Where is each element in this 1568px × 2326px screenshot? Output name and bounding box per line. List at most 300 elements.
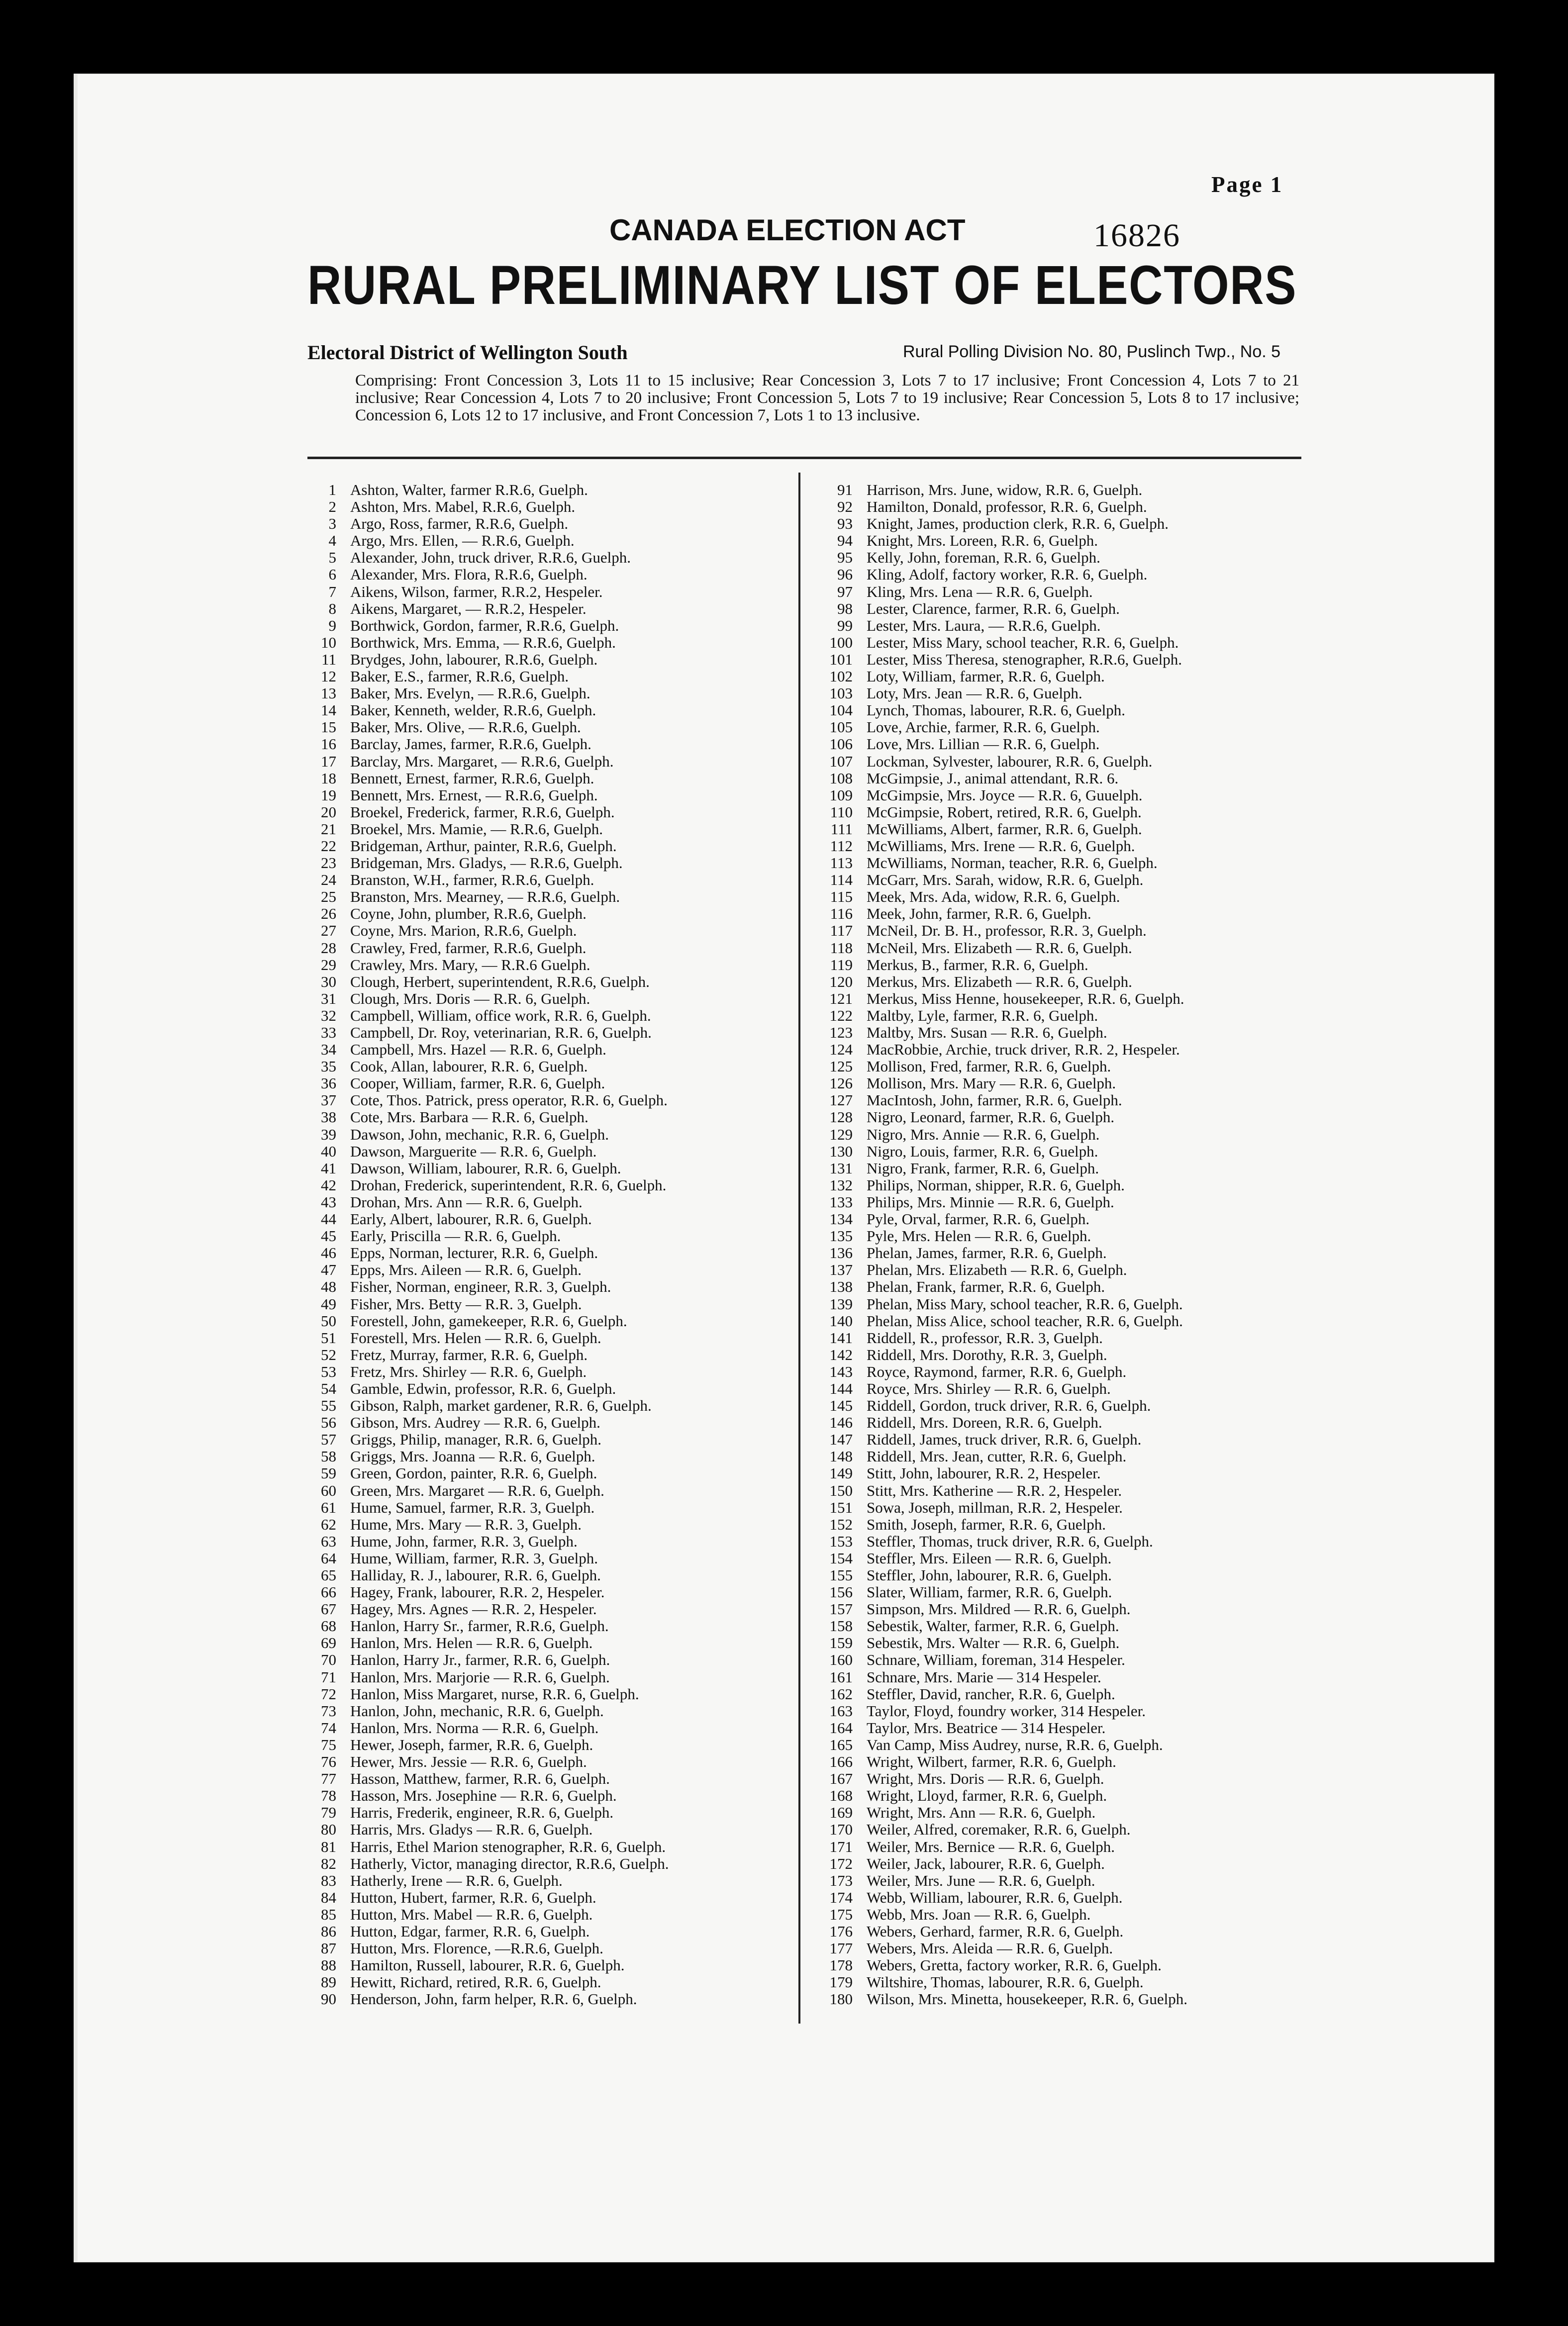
elector-number: 32: [321, 1007, 336, 1024]
elector-details: Hume, Mrs. Mary — R.R. 3, Guelph.: [350, 1516, 582, 1533]
elector-entry: [815, 1669, 1307, 1686]
elector-entry: [815, 1686, 1307, 1703]
elector-entry: [298, 821, 791, 838]
elector-details: Branston, W.H., farmer, R.R.6, Guelph.: [350, 872, 594, 889]
elector-entry: [815, 617, 1307, 634]
elector-entry: [815, 990, 1307, 1007]
elector-number: 136: [829, 1245, 853, 1262]
elector-details: Weiler, Alfred, coremaker, R.R. 6, Guelph.: [867, 1821, 1131, 1839]
elector-details: Hume, Samuel, farmer, R.R. 3, Guelph.: [350, 1499, 595, 1516]
elector-number: 63: [321, 1533, 336, 1550]
elector-details: Hutton, Edgar, farmer, R.R. 6, Guelph.: [350, 1923, 590, 1940]
elector-number: 140: [829, 1312, 853, 1330]
elector-number: 76: [321, 1753, 336, 1771]
elector-number: 22: [321, 837, 336, 855]
elector-number: 46: [321, 1245, 336, 1262]
elector-details: Broekel, Frederick, farmer, R.R.6, Guelph.: [350, 803, 615, 821]
elector-number: 121: [829, 990, 853, 1007]
elector-entry: [815, 1414, 1307, 1431]
elector-entry: [815, 1160, 1307, 1177]
elector-entry: [298, 1143, 791, 1160]
elector-number: 142: [829, 1346, 853, 1363]
elector-entry: [298, 702, 791, 719]
elector-number: 143: [829, 1363, 853, 1380]
elector-number: 49: [321, 1295, 336, 1313]
elector-details: Henderson, John, farm helper, R.R. 6, Guelph.: [350, 1991, 637, 2008]
elector-number: 157: [829, 1601, 853, 1618]
elector-details: Schnare, Mrs. Marie — 314 Hespeler.: [867, 1668, 1101, 1686]
elector-entry: [298, 1397, 791, 1414]
elector-number: 41: [321, 1160, 336, 1177]
elector-details: Baker, Kenneth, welder, R.R.6, Guelph.: [350, 702, 596, 719]
elector-number: 58: [321, 1448, 336, 1465]
elector-details: Lockman, Sylvester, labourer, R.R. 6, Guelph.: [867, 753, 1153, 770]
elector-entry: [815, 804, 1307, 821]
elector-details: Lester, Clarence, farmer, R.R. 6, Guelph.: [867, 600, 1120, 617]
elector-number: 5: [328, 549, 336, 567]
elector-number: 53: [321, 1363, 336, 1380]
elector-number: 173: [829, 1872, 853, 1889]
elector-details: Philips, Mrs. Minnie — R.R. 6, Guelph.: [867, 1193, 1114, 1211]
elector-entry: [815, 1821, 1307, 1838]
elector-details: Steffler, Thomas, truck driver, R.R. 6, Guelph.: [867, 1533, 1153, 1550]
elector-number: 66: [321, 1584, 336, 1601]
elector-entry: [815, 482, 1307, 498]
elector-number: 91: [837, 482, 853, 498]
elector-entry: [815, 719, 1307, 736]
elector-entry: [815, 753, 1307, 770]
elector-number: 45: [321, 1228, 336, 1245]
elector-number: 111: [830, 820, 853, 838]
elector-entry: [815, 855, 1307, 872]
elector-number: 164: [829, 1719, 853, 1737]
elector-number: 151: [829, 1499, 853, 1516]
elector-number: 8: [328, 600, 336, 617]
elector-details: Nigro, Frank, farmer, R.R. 6, Guelph.: [867, 1160, 1099, 1177]
elector-entry: [815, 940, 1307, 957]
elector-number: 93: [837, 515, 853, 533]
elector-details: Mollison, Fred, farmer, R.R. 6, Guelph.: [867, 1058, 1111, 1075]
elector-number: 104: [829, 702, 853, 719]
elector-entry: [815, 1839, 1307, 1855]
elector-entry: [815, 668, 1307, 685]
elector-details: Kling, Adolf, factory worker, R.R. 6, Guelph.: [867, 566, 1148, 583]
elector-entry: [298, 1126, 791, 1143]
elector-details: Meek, John, farmer, R.R. 6, Guelph.: [867, 905, 1091, 923]
serial-number: 16826: [1093, 217, 1180, 254]
elector-number: 135: [829, 1228, 853, 1245]
elector-number: 33: [321, 1024, 336, 1041]
elector-number: 52: [321, 1346, 336, 1363]
elector-details: Alexander, John, truck driver, R.R.6, Guelph.: [350, 549, 631, 567]
elector-entry: [298, 753, 791, 770]
elector-details: Kling, Mrs. Lena — R.R. 6, Guelph.: [867, 583, 1093, 600]
elector-entry: [298, 838, 791, 855]
elector-entry: [298, 1431, 791, 1448]
elector-entry: [815, 1330, 1307, 1347]
elector-details: Webb, William, labourer, R.R. 6, Guelph.: [867, 1889, 1123, 1906]
elector-details: Hewitt, Richard, retired, R.R. 6, Guelph.: [350, 1974, 601, 1991]
elector-number: 172: [829, 1855, 853, 1872]
elector-number: 177: [829, 1940, 853, 1957]
elector-number: 139: [829, 1295, 853, 1313]
elector-entry: [298, 1635, 791, 1651]
elector-details: Hanlon, Harry Jr., farmer, R.R. 6, Guelph.: [350, 1651, 610, 1669]
elector-details: Hanlon, Mrs. Helen — R.R. 6, Guelph.: [350, 1635, 593, 1652]
elector-entry: [298, 957, 791, 973]
elector-number: 165: [829, 1736, 853, 1753]
elector-details: Ashton, Walter, farmer R.R.6, Guelph.: [350, 482, 588, 498]
elector-number: 78: [321, 1787, 336, 1805]
elector-number: 153: [829, 1533, 853, 1550]
elector-details: Hanlon, Mrs. Norma — R.R. 6, Guelph.: [350, 1719, 599, 1737]
elector-number: 147: [829, 1431, 853, 1449]
elector-details: Schnare, William, foreman, 314 Hespeler.: [867, 1651, 1125, 1669]
elector-number: 55: [321, 1397, 336, 1415]
electors-list-left: [298, 482, 791, 2008]
elector-entry: [815, 1787, 1307, 1804]
elector-details: Clough, Mrs. Doris — R.R. 6, Guelph.: [350, 990, 590, 1007]
elector-details: Royce, Mrs. Shirley — R.R. 6, Guelph.: [867, 1380, 1111, 1397]
elector-entry: [815, 821, 1307, 838]
elector-entry: [815, 1651, 1307, 1668]
elector-entry: [298, 1516, 791, 1533]
elector-details: Sowa, Joseph, millman, R.R. 2, Hespeler.: [867, 1499, 1123, 1516]
elector-number: 163: [829, 1702, 853, 1720]
elector-details: Hume, John, farmer, R.R. 3, Guelph.: [350, 1533, 578, 1550]
elector-entry: [298, 1465, 791, 1482]
elector-entry: [298, 1940, 791, 1957]
elector-details: McWilliams, Norman, teacher, R.R. 6, Guelph.: [867, 855, 1158, 872]
elector-details: Maltby, Mrs. Susan — R.R. 6, Guelph.: [867, 1024, 1107, 1041]
elector-number: 79: [321, 1804, 336, 1822]
elector-details: Loty, Mrs. Jean — R.R. 6, Guelph.: [867, 685, 1082, 702]
elector-details: Hanlon, Mrs. Marjorie — R.R. 6, Guelph.: [350, 1668, 610, 1686]
elector-entry: [298, 1363, 791, 1380]
elector-details: Hewer, Mrs. Jessie — R.R. 6, Guelph.: [350, 1753, 587, 1771]
elector-details: Barclay, James, farmer, R.R.6, Guelph.: [350, 736, 591, 753]
elector-details: Pyle, Orval, farmer, R.R. 6, Guelph.: [867, 1211, 1090, 1228]
elector-details: Hume, William, farmer, R.R. 3, Guelph.: [350, 1550, 598, 1567]
elector-number: 11: [321, 651, 336, 668]
elector-details: Griggs, Philip, manager, R.R. 6, Guelph.: [350, 1431, 602, 1449]
elector-number: 141: [829, 1329, 853, 1347]
elector-entry: [298, 990, 791, 1007]
elector-entry: [298, 922, 791, 939]
elector-number: 110: [830, 803, 853, 821]
elector-entry: [815, 600, 1307, 617]
elector-number: 145: [829, 1397, 853, 1415]
elector-number: 137: [829, 1261, 853, 1279]
elector-entry: [298, 482, 791, 498]
elector-entry: [298, 1584, 791, 1601]
elector-entry: [815, 1024, 1307, 1041]
polling-division: Rural Polling Division No. 80, Puslinch Twp., No. 5: [903, 342, 1281, 361]
elector-details: Riddell, Mrs. Jean, cutter, R.R. 6, Guelph.: [867, 1448, 1127, 1465]
elector-entry: [815, 922, 1307, 939]
elector-number: 12: [321, 668, 336, 685]
elector-number: 4: [328, 532, 336, 550]
elector-entry: [815, 1737, 1307, 1753]
elector-details: Cote, Thos. Patrick, press operator, R.R. 6, Guelph.: [350, 1092, 668, 1109]
elector-entry: [815, 1211, 1307, 1228]
elector-details: Kelly, John, foreman, R.R. 6, Guelph.: [867, 549, 1100, 567]
elector-details: Webb, Mrs. Joan — R.R. 6, Guelph.: [867, 1906, 1091, 1923]
elector-entry: [815, 1261, 1307, 1278]
elector-number: 56: [321, 1414, 336, 1432]
elector-entry: [815, 1499, 1307, 1516]
elector-entry: [815, 498, 1307, 515]
elector-details: Broekel, Mrs. Mamie, — R.R.6, Guelph.: [350, 820, 603, 838]
elector-number: 175: [829, 1906, 853, 1923]
elector-entry: [815, 515, 1307, 532]
elector-number: 81: [321, 1838, 336, 1855]
elector-entry: [815, 1278, 1307, 1295]
elector-number: 65: [321, 1567, 336, 1584]
elector-number: 84: [321, 1889, 336, 1906]
elector-number: 50: [321, 1312, 336, 1330]
elector-number: 146: [829, 1414, 853, 1432]
elector-details: Love, Archie, farmer, R.R. 6, Guelph.: [867, 719, 1100, 736]
elector-entry: [298, 600, 791, 617]
elector-details: Branston, Mrs. Mearney, — R.R.6, Guelph.: [350, 888, 620, 906]
elector-entry: [815, 905, 1307, 922]
elector-details: Wright, Mrs. Ann — R.R. 6, Guelph.: [867, 1804, 1096, 1822]
elector-entry: [815, 957, 1307, 973]
elector-details: Borthwick, Gordon, farmer, R.R.6, Guelph.: [350, 617, 619, 634]
elector-number: 62: [321, 1516, 336, 1533]
elector-details: Bennett, Ernest, farmer, R.R.6, Guelph.: [350, 770, 594, 787]
elector-details: Campbell, Dr. Roy, veterinarian, R.R. 6, Guelph.: [350, 1024, 652, 1041]
elector-entry: [298, 1839, 791, 1855]
elector-number: 103: [829, 685, 853, 702]
elector-number: 54: [321, 1380, 336, 1397]
elector-details: Hagey, Mrs. Agnes — R.R. 2, Hespeler.: [350, 1601, 597, 1618]
elector-entry: [815, 1601, 1307, 1618]
elector-entry: [298, 804, 791, 821]
elector-details: Campbell, William, office work, R.R. 6, Guelph.: [350, 1007, 651, 1024]
elector-entry: [298, 617, 791, 634]
elector-details: Loty, William, farmer, R.R. 6, Guelph.: [867, 668, 1105, 685]
elector-entry: [298, 1347, 791, 1363]
elector-number: 149: [829, 1465, 853, 1482]
elector-entry: [298, 1414, 791, 1431]
elector-number: 9: [328, 617, 336, 634]
elector-number: 127: [829, 1092, 853, 1109]
elector-number: 72: [321, 1685, 336, 1703]
elector-details: Hutton, Hubert, farmer, R.R. 6, Guelph.: [350, 1889, 596, 1906]
elector-details: Taylor, Floyd, foundry worker, 314 Hespeler.: [867, 1702, 1146, 1720]
elector-entry: [298, 1092, 791, 1109]
elector-details: Harris, Frederik, engineer, R.R. 6, Guelph.: [350, 1804, 614, 1822]
elector-details: Knight, Mrs. Loreen, R.R. 6, Guelph.: [867, 532, 1098, 550]
elector-details: Dawson, John, mechanic, R.R. 6, Guelph.: [350, 1126, 609, 1143]
elector-number: 115: [830, 888, 853, 906]
elector-entry: [298, 1211, 791, 1228]
elector-number: 39: [321, 1126, 336, 1143]
elector-entry: [815, 1228, 1307, 1245]
elector-entry: [298, 1567, 791, 1584]
elector-details: Harrison, Mrs. June, widow, R.R. 6, Guelph.: [867, 482, 1143, 498]
elector-number: 129: [829, 1126, 853, 1143]
elector-details: Early, Albert, labourer, R.R. 6, Guelph.: [350, 1211, 592, 1228]
elector-number: 155: [829, 1567, 853, 1584]
elector-number: 71: [321, 1668, 336, 1686]
electoral-district: Electoral District of Wellington South: [307, 341, 628, 364]
elector-details: Gibson, Mrs. Audrey — R.R. 6, Guelph.: [350, 1414, 600, 1432]
elector-details: Aikens, Wilson, farmer, R.R.2, Hespeler.: [350, 583, 603, 600]
elector-entry: [815, 1194, 1307, 1211]
elector-number: 120: [829, 973, 853, 990]
elector-number: 94: [837, 532, 853, 550]
elector-details: Halliday, R. J., labourer, R.R. 6, Guelph.: [350, 1567, 601, 1584]
elector-number: 6: [328, 566, 336, 583]
elector-details: Steffler, Mrs. Eileen — R.R. 6, Guelph.: [867, 1550, 1112, 1567]
elector-entry: [815, 1041, 1307, 1058]
elector-details: Harris, Mrs. Gladys — R.R. 6, Guelph.: [350, 1821, 593, 1839]
elector-entry: [298, 888, 791, 905]
elector-number: 144: [829, 1380, 853, 1397]
elector-entry: [298, 549, 791, 566]
elector-entry: [298, 1058, 791, 1075]
elector-details: Riddell, R., professor, R.R. 3, Guelph.: [867, 1329, 1103, 1347]
elector-entry: [298, 1278, 791, 1295]
elector-entry: [298, 1720, 791, 1737]
elector-number: 7: [328, 583, 336, 600]
elector-entry: [815, 1482, 1307, 1499]
elector-entry: [815, 1007, 1307, 1024]
elector-number: 69: [321, 1635, 336, 1652]
page-number: Page 1: [1211, 172, 1283, 197]
elector-details: Cooper, William, farmer, R.R. 6, Guelph.: [350, 1075, 605, 1092]
elector-details: Riddell, Mrs. Dorothy, R.R. 3, Guelph.: [867, 1346, 1107, 1363]
elector-entry: [298, 1007, 791, 1024]
elector-entry: [298, 685, 791, 702]
elector-details: Baker, Mrs. Olive, — R.R.6, Guelph.: [350, 719, 581, 736]
elector-entry: [298, 1618, 791, 1635]
elector-details: McNeil, Dr. B. H., professor, R.R. 3, Guelph.: [867, 922, 1147, 940]
elector-entry: [815, 770, 1307, 787]
elector-entry: [298, 1194, 791, 1211]
elector-entry: [298, 940, 791, 957]
elector-details: Hasson, Mrs. Josephine — R.R. 6, Guelph.: [350, 1787, 617, 1805]
elector-details: Campbell, Mrs. Hazel — R.R. 6, Guelph.: [350, 1041, 606, 1059]
elector-entry: [298, 1550, 791, 1567]
elector-details: Wright, Wilbert, farmer, R.R. 6, Guelph.: [867, 1753, 1116, 1771]
elector-number: 152: [829, 1516, 853, 1533]
elector-details: McNeil, Mrs. Elizabeth — R.R. 6, Guelph.: [867, 939, 1132, 957]
elector-number: 178: [829, 1957, 853, 1974]
elector-number: 19: [321, 786, 336, 804]
elector-number: 14: [321, 702, 336, 719]
elector-number: 158: [829, 1618, 853, 1635]
elector-details: MacIntosh, John, farmer, R.R. 6, Guelph.: [867, 1092, 1122, 1109]
elector-details: Crawley, Mrs. Mary, — R.R.6 Guelph.: [350, 956, 590, 973]
elector-number: 34: [321, 1041, 336, 1059]
elector-number: 112: [830, 837, 853, 855]
elector-details: Hagey, Frank, labourer, R.R. 2, Hespeler.: [350, 1584, 605, 1601]
elector-details: Nigro, Leonard, farmer, R.R. 6, Guelph.: [867, 1109, 1115, 1126]
elector-entry: [298, 1804, 791, 1821]
elector-number: 82: [321, 1855, 336, 1872]
elector-entry: [298, 719, 791, 736]
elector-details: Hanlon, John, mechanic, R.R. 6, Guelph.: [350, 1702, 604, 1720]
elector-entry: [298, 1787, 791, 1804]
elector-entry: [298, 1889, 791, 1906]
elector-number: 16: [321, 736, 336, 753]
elector-details: Steffler, John, labourer, R.R. 6, Guelph.: [867, 1567, 1112, 1584]
elector-entry: [815, 1397, 1307, 1414]
comprising-description: Comprising: Front Concession 3, Lots 11 to 15 inclusive; Rear Concession 3, Lots 7 to 17 inclusive; Front Concession 4, Lots 7 to 21 inclusive; Rear Concession 4, Lots 7 to 20 inclusive; Front Concession 5, Lots 7 to 19 inclusive; Rear Concession 5, Lots 8 to 17 inclusive; Concession 6, Lots 12 to 17 inclusive, and Front Concession 7, Lots 1 to 13 inclusive.: [355, 372, 1299, 424]
elector-entry: [298, 1041, 791, 1058]
elector-entry: [298, 1160, 791, 1177]
electors-list-right: [815, 482, 1307, 2008]
elector-number: 10: [321, 634, 336, 651]
elector-entry: [815, 1347, 1307, 1363]
page-title: RURAL PRELIMINARY LIST OF ELECTORS: [307, 255, 1297, 316]
elector-details: Phelan, Miss Mary, school teacher, R.R. 6, Guelph.: [867, 1295, 1183, 1313]
elector-entry: [298, 1753, 791, 1770]
elector-entry: [815, 1516, 1307, 1533]
header-divider: [307, 457, 1301, 459]
elector-details: MacRobbie, Archie, truck driver, R.R. 2, Hespeler.: [867, 1041, 1180, 1059]
elector-details: Epps, Norman, lecturer, R.R. 6, Guelph.: [350, 1245, 598, 1262]
elector-entry: [815, 1618, 1307, 1635]
elector-details: Van Camp, Miss Audrey, nurse, R.R. 6, Guelph.: [867, 1736, 1163, 1753]
elector-entry: [298, 668, 791, 685]
elector-details: Drohan, Mrs. Ann — R.R. 6, Guelph.: [350, 1193, 583, 1211]
elector-details: Drohan, Frederick, superintendent, R.R. 6, Guelph.: [350, 1176, 667, 1194]
elector-details: Griggs, Mrs. Joanna — R.R. 6, Guelph.: [350, 1448, 595, 1465]
elector-entry: [815, 1991, 1307, 2008]
elector-details: McGimpsie, Mrs. Joyce — R.R. 6, Guuelph.: [867, 786, 1143, 804]
elector-entry: [815, 1465, 1307, 1482]
elector-entry: [298, 872, 791, 888]
elector-details: Argo, Mrs. Ellen, — R.R.6, Guelph.: [350, 532, 575, 550]
elector-number: 37: [321, 1092, 336, 1109]
elector-number: 118: [830, 939, 853, 957]
elector-details: Lester, Mrs. Laura, — R.R.6, Guelph.: [867, 617, 1101, 634]
elector-number: 134: [829, 1211, 853, 1228]
elector-number: 89: [321, 1974, 336, 1991]
elector-details: Weiler, Jack, labourer, R.R. 6, Guelph.: [867, 1855, 1105, 1872]
elector-number: 51: [321, 1329, 336, 1347]
elector-number: 97: [837, 583, 853, 600]
elector-number: 25: [321, 888, 336, 906]
elector-details: Dawson, Marguerite — R.R. 6, Guelph.: [350, 1143, 597, 1160]
elector-entry: [815, 1109, 1307, 1126]
elector-number: 77: [321, 1770, 336, 1788]
elector-number: 123: [829, 1024, 853, 1041]
elector-number: 38: [321, 1109, 336, 1126]
elector-entry: [815, 1567, 1307, 1584]
elector-entry: [815, 1923, 1307, 1940]
elector-number: 176: [829, 1923, 853, 1940]
elector-entry: [815, 1872, 1307, 1889]
elector-entry: [815, 838, 1307, 855]
elector-entry: [298, 1177, 791, 1194]
elector-number: 95: [837, 549, 853, 567]
elector-entry: [815, 1533, 1307, 1550]
elector-details: Phelan, Mrs. Elizabeth — R.R. 6, Guelph.: [867, 1261, 1127, 1279]
elector-details: Love, Mrs. Lillian — R.R. 6, Guelph.: [867, 736, 1100, 753]
elector-number: 21: [321, 820, 336, 838]
elector-details: McWilliams, Albert, farmer, R.R. 6, Guelph.: [867, 820, 1142, 838]
elector-details: Early, Priscilla — R.R. 6, Guelph.: [350, 1228, 561, 1245]
elector-entry: [298, 1770, 791, 1787]
elector-number: 70: [321, 1651, 336, 1669]
elector-details: Maltby, Lyle, farmer, R.R. 6, Guelph.: [867, 1007, 1098, 1024]
